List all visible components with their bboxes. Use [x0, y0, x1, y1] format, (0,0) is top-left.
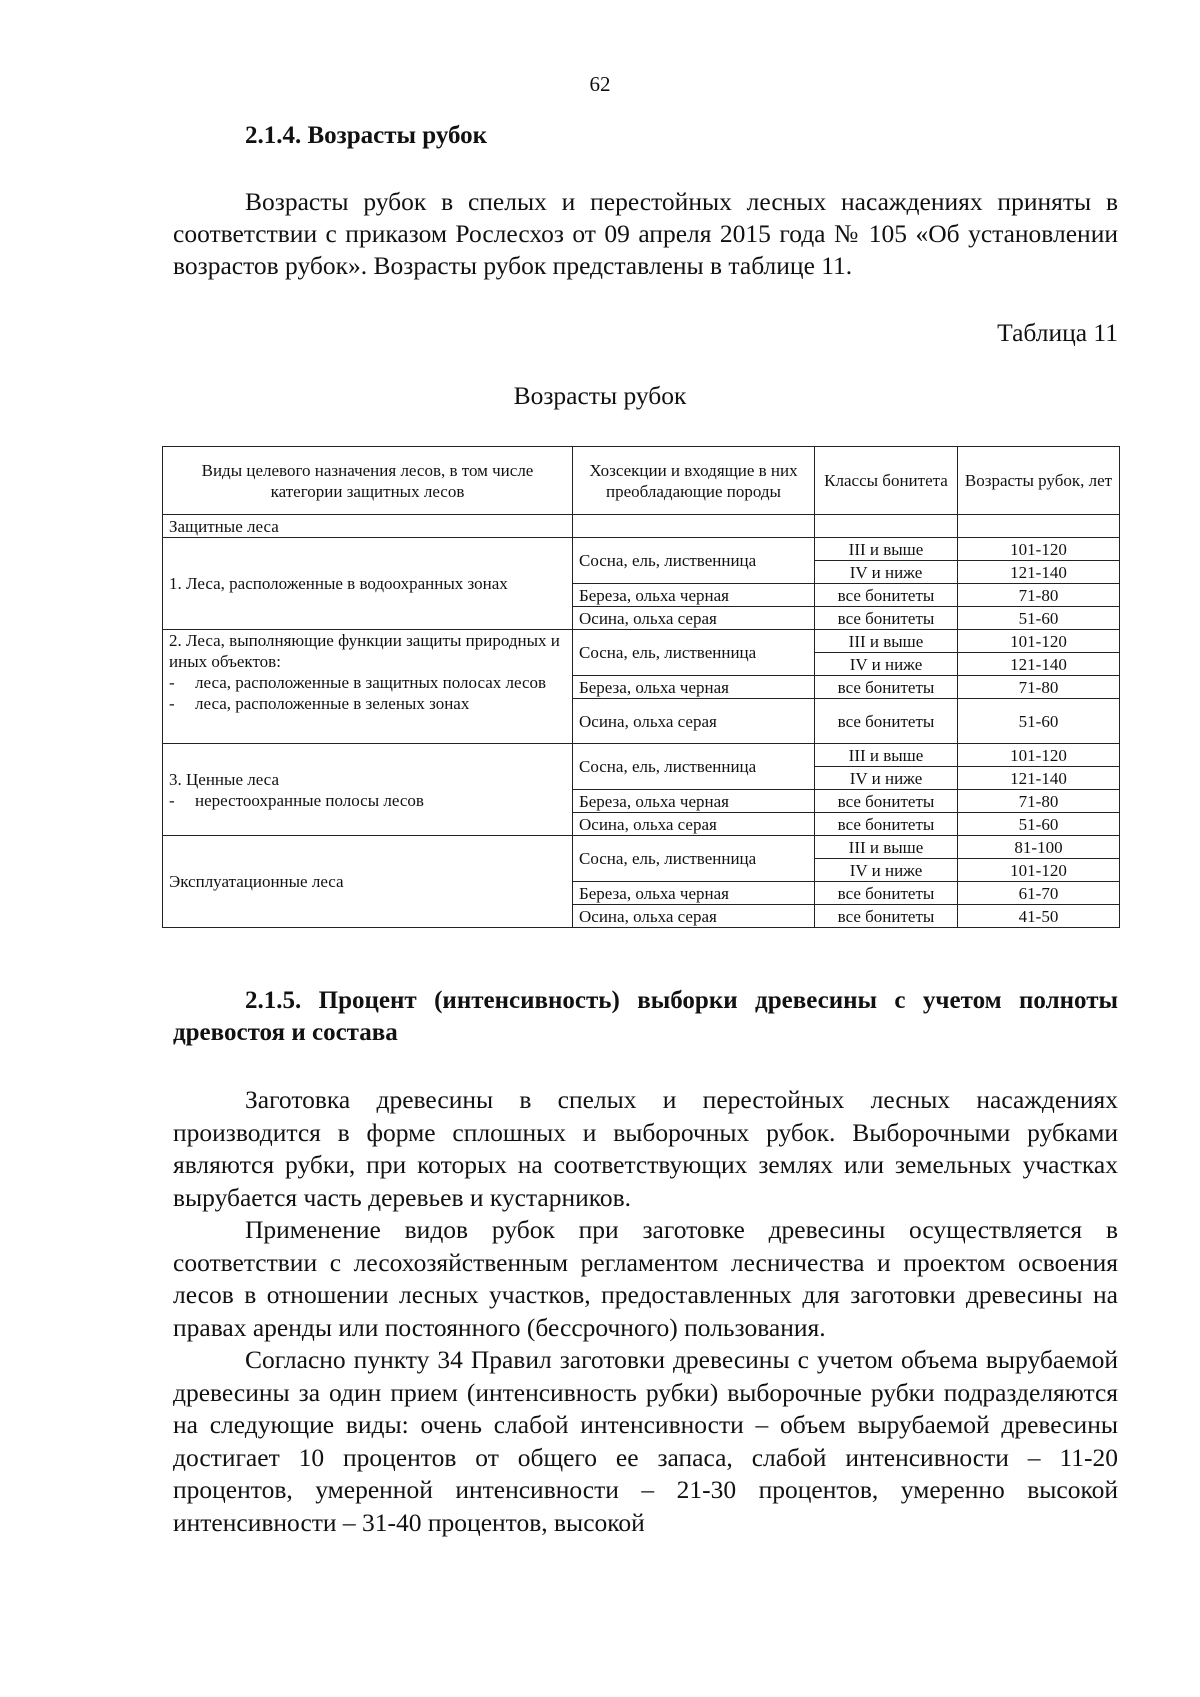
group-name: Эксплуатационные леса	[163, 836, 573, 928]
species-cell: Осина, ольха серая	[573, 607, 815, 630]
table-row	[163, 538, 1120, 561]
cutting-ages-paragraph: Возрасты рубок в спелых и перестойных лесных насаждениях приняты в соответствии с приказом Рослесхоз от 09 апреля 2015 года № 105 «Об установлении возрастов рубок». Возрасты рубок представлены в таблице 11.	[173, 187, 1118, 280]
site-class-cell: все бонитеты	[815, 607, 958, 630]
body-paragraph: Заготовка древесины в спелых и перестойных лесных насаждениях производится в форме сплошных и выборочных рубок. Выборочными рубками являются рубки, при которых на соответствующих землях или земельных участках вырубается часть деревьев и кустарников.	[173, 1085, 1118, 1212]
table-row	[163, 630, 1120, 653]
group-subitem: - леса, расположенные в зеленых зонах	[169, 694, 470, 713]
site-class-cell: IV и ниже	[815, 859, 958, 882]
species-cell: Сосна, ель, лиственница	[573, 744, 815, 790]
species-cell: Береза, ольха черная	[573, 882, 815, 905]
species-cell: Осина, ольха серая	[573, 905, 815, 928]
age-cell: 51-60	[958, 813, 1120, 836]
group-name: 2. Леса, выполняющие функции защиты природных и иных объектов:	[169, 631, 560, 671]
cutting-ages-table	[162, 446, 1120, 928]
selection-percent-body	[173, 1084, 1118, 1539]
section-heading-cutting-ages: 2.1.4. Возрасты рубок	[245, 122, 488, 149]
site-class-cell: III и выше	[815, 836, 958, 859]
header-forest-purpose: Виды целевого назначения лесов, в том числе категории защитных лесов	[163, 447, 573, 515]
body-paragraph: Согласно пункту 34 Правил заготовки древесины с учетом объема вырубаемой древесины за один прием (интенсивность рубки) выборочные рубки подразделяются на следующие виды: очень слабой интенсивности – объем вырубаемой древесины достигает 10 процентов от общего ее запаса, слабой интенсивности – 11-20 процентов, умеренной интенсивности – 21-30 процентов, умеренно высокой интенсивности – 31-40 процентов, высокой	[173, 1345, 1118, 1537]
site-class-cell: III и выше	[815, 538, 958, 561]
header-cutting-age: Возрасты рубок, лет	[958, 447, 1120, 515]
page-number: 62	[589, 72, 611, 96]
table-title: Возрасты рубок	[513, 381, 687, 410]
age-cell: 71-80	[958, 676, 1120, 699]
age-cell: 71-80	[958, 790, 1120, 813]
site-class-cell: III и выше	[815, 630, 958, 653]
species-cell: Осина, ольха серая	[573, 699, 815, 744]
site-class-cell: все бонитеты	[815, 676, 958, 699]
site-class-cell: все бонитеты	[815, 813, 958, 836]
table-caption: Таблица 11	[997, 318, 1118, 347]
age-cell: 101-120	[958, 744, 1120, 767]
species-cell: Береза, ольха черная	[573, 584, 815, 607]
header-species: Хозсекции и входящие в них преобладающие породы	[573, 447, 815, 515]
site-class-cell: все бонитеты	[815, 790, 958, 813]
age-cell: 51-60	[958, 607, 1120, 630]
species-cell: Сосна, ель, лиственница	[573, 630, 815, 676]
site-class-cell: IV и ниже	[815, 653, 958, 676]
age-cell: 101-120	[958, 630, 1120, 653]
group-cell	[163, 630, 573, 744]
species-cell: Сосна, ель, лиственница	[573, 538, 815, 584]
site-class-cell: все бонитеты	[815, 584, 958, 607]
protective-forests-label: Защитные леса	[163, 515, 573, 538]
age-cell: 41-50	[958, 905, 1120, 928]
site-class-cell: III и выше	[815, 744, 958, 767]
site-class-cell: IV и ниже	[815, 767, 958, 790]
age-cell: 61-70	[958, 882, 1120, 905]
species-cell: Береза, ольха черная	[573, 676, 815, 699]
species-cell: Береза, ольха черная	[573, 790, 815, 813]
table-row	[163, 744, 1120, 767]
age-cell: 101-120	[958, 538, 1120, 561]
group-subitem: - нерестоохранные полосы лесов	[169, 790, 424, 810]
site-class-cell: все бонитеты	[815, 905, 958, 928]
group-name: 3. Ценные леса	[169, 769, 279, 789]
header-site-class: Классы бонитета	[815, 447, 958, 515]
species-cell: Осина, ольха серая	[573, 813, 815, 836]
species-cell: Сосна, ель, лиственница	[573, 836, 815, 882]
age-cell: 101-120	[958, 859, 1120, 882]
site-class-cell: все бонитеты	[815, 882, 958, 905]
age-cell: 121-140	[958, 767, 1120, 790]
section-heading-selection-percent: 2.1.5. Процент (интенсивность) выборки древесины с учетом полноты древостоя и состава	[173, 987, 1118, 1046]
site-class-cell: IV и ниже	[815, 561, 958, 584]
age-cell: 51-60	[958, 699, 1120, 744]
site-class-cell: все бонитеты	[815, 699, 958, 744]
age-cell: 71-80	[958, 584, 1120, 607]
table-row	[163, 515, 1120, 538]
table-row	[163, 836, 1120, 859]
age-cell: 81-100	[958, 836, 1120, 859]
group-subitem: - леса, расположенные в защитных полосах лесов	[169, 673, 547, 692]
age-cell: 121-140	[958, 561, 1120, 584]
body-paragraph: Применение видов рубок при заготовке древесины осуществляется в соответствии с лесохозяйственным регламентом лесничества и проектом освоения лесов в отношении лесных участков, предоставленных для заготовки древесины на правах аренды или постоянного (бессрочного) пользования.	[173, 1215, 1118, 1342]
age-cell: 121-140	[958, 653, 1120, 676]
group-cell	[163, 744, 573, 836]
group-name: 1. Леса, расположенные в водоохранных зонах	[163, 538, 573, 630]
